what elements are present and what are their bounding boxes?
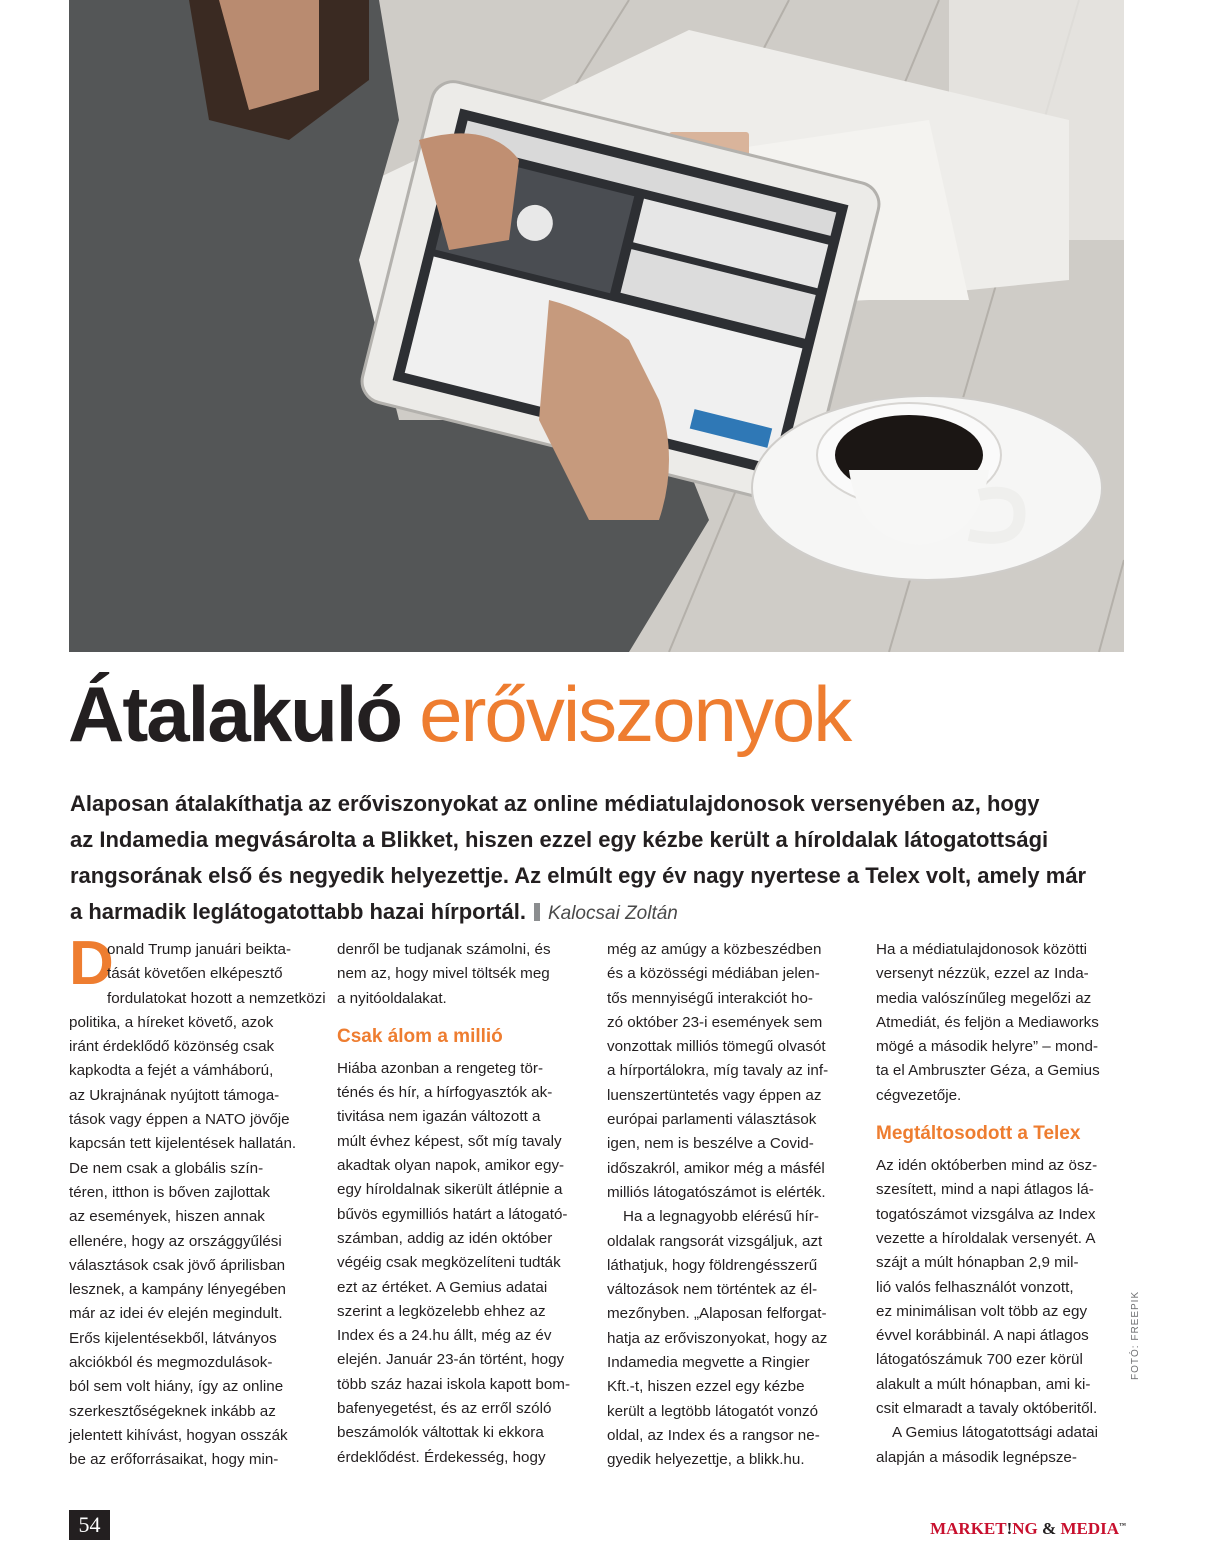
- body-line: beszámolók váltottak ki ekkora: [337, 1424, 544, 1442]
- body-line: kapkodta a fejét a vámháború,: [69, 1062, 274, 1080]
- logo-part: NG: [1012, 1519, 1038, 1538]
- body-line: tős mennyiségű interakciót ho-: [607, 989, 813, 1007]
- body-line: végéig csak megközelíteni tudták: [337, 1254, 561, 1272]
- body-line: lesznek, a kampány lényegében: [69, 1281, 286, 1299]
- body-line: évvel korábbinál. A napi átlagos: [876, 1327, 1089, 1345]
- author-separator: [534, 903, 540, 921]
- body-column-1: [69, 929, 326, 1473]
- body-line: mezőnyben. „Alaposan felforgat-: [607, 1305, 827, 1323]
- body-line: ténés és hír, a hírfogyasztók ak-: [337, 1084, 553, 1102]
- body-line: Kft.-t, hiszen ezzel egy kézbe: [607, 1378, 805, 1396]
- body-line: már az idei év elején megindult.: [69, 1305, 283, 1323]
- lead-line-last: [70, 894, 1130, 932]
- body-line: szerkesztőségeknek inkább az: [69, 1402, 276, 1420]
- body-line: lió valós felhasználót vonzott,: [876, 1278, 1074, 1296]
- body-line: fordulatokat hozott a nemzetközi: [107, 989, 326, 1007]
- body-line: szesített, mind a napi átlagos lá-: [876, 1181, 1094, 1199]
- body-line: gyedik helyezettje, a blikk.hu.: [607, 1451, 805, 1469]
- body-line: tivitása nem igazán változott a: [337, 1108, 541, 1126]
- body-line: oldalak rangsorát vizsgáljuk, azt: [607, 1232, 823, 1250]
- body-line: ta el Ambruszter Géza, a Gemius: [876, 1062, 1100, 1080]
- body-line: politika, a híreket követő, azok: [69, 1013, 274, 1031]
- body-line: Atmediát, és feljön a Mediaworks: [876, 1013, 1099, 1031]
- body-line: csit elmaradt a tavaly októberitől.: [876, 1400, 1098, 1418]
- body-line: ellenére, hogy az országgyűlési: [69, 1232, 282, 1250]
- body-line: jelentett kihívást, hogyan osszák: [69, 1426, 288, 1444]
- body-line: ezt az értéket. A Gemius adatai: [337, 1278, 548, 1296]
- body-line: Index és a 24.hu állt, még az év: [337, 1327, 552, 1345]
- body-line: a nyitóoldalakat.: [337, 989, 447, 1007]
- body-line: mögé a második helyre” – mond-: [876, 1038, 1099, 1056]
- body-line: vonzottak milliós tömegű olvasót: [607, 1038, 826, 1056]
- body-line: media valószínűleg megelőzi az: [876, 989, 1092, 1007]
- body-line: alakult a múlt hónapban, ami ki-: [876, 1375, 1091, 1393]
- body-line: a hírportálokra, míg tavaly az inf-: [607, 1062, 829, 1080]
- body-line: vezette a híroldalak versenyét. A: [876, 1229, 1096, 1247]
- body-line: Indamedia megvette a Ringier: [607, 1354, 810, 1372]
- body-line: szájt a múlt hónapban 2,9 mil-: [876, 1254, 1079, 1272]
- body-line: cégvezetője.: [876, 1086, 962, 1104]
- trademark-icon: ™: [1119, 1521, 1126, 1530]
- lead-line: rangsorának első és negyedik helyezettje. Az elmúlt egy év nagy nyertese a Telex volt, amely már: [70, 863, 1087, 888]
- article-title: [68, 668, 1128, 760]
- body-line: Ha a médiatulajdonosok közötti: [876, 941, 1088, 958]
- body-line: luenszertüntetés vagy éppen az: [607, 1086, 822, 1104]
- body-line: togatószámot vizsgálva az Index: [876, 1205, 1096, 1223]
- body-line: az események, hiszen annak: [69, 1208, 265, 1226]
- body-line: Ha a legnagyobb elérésű hír-: [623, 1208, 819, 1226]
- body-line: zó október 23-i események sem: [607, 1013, 823, 1031]
- lead-line: az Indamedia megvásárolta a Blikket, hiszen ezzel egy kézbe került a híroldalak látogatottsági: [70, 827, 1049, 852]
- photo-credit: FOTÓ: FREEPIK: [1130, 1290, 1141, 1380]
- body-line: Hiába azonban a rengeteg tör-: [337, 1059, 544, 1077]
- body-line: hatja az erőviszonyokat, hogy az: [607, 1329, 828, 1347]
- body-line: bafenyegetést, és az erről szóló: [337, 1400, 552, 1418]
- body-line: számban, addig az idén október: [337, 1229, 553, 1247]
- body-line: európai parlamenti választások: [607, 1111, 817, 1129]
- body-line: A Gemius látogatottsági adatai: [892, 1424, 1099, 1442]
- body-line: időszakról, amikor még a másfél: [607, 1159, 825, 1177]
- body-line: szerint a legközelebb ehhez az: [337, 1302, 546, 1320]
- body-line: onald Trump januári beikta-: [107, 941, 292, 958]
- hero-photo: [69, 0, 1124, 652]
- body-line: De nem csak a globális szín-: [69, 1159, 264, 1177]
- body-line: látogatószámuk 700 ezer körül: [876, 1351, 1083, 1369]
- logo-ampersand: &: [1042, 1519, 1057, 1538]
- body-column-4: [876, 938, 1122, 1470]
- body-line: Erős kijelentésekből, látványos: [69, 1329, 277, 1347]
- body-line: és a közösségi médiában jelen-: [607, 965, 820, 983]
- body-line: tását követően elképesztő: [107, 965, 283, 983]
- body-line: láthatjuk, hogy földrengésszerű: [607, 1256, 818, 1274]
- lead-line-text: a harmadik leglátogatottabb hazai hírportál.: [70, 899, 526, 924]
- body-line: bűvös egymilliós határt a látogató-: [337, 1205, 568, 1223]
- dropcap: D: [69, 929, 114, 998]
- body-line: ez minimálisan volt több az egy: [876, 1302, 1088, 1320]
- body-line: igen, nem is beszélve a Covid-: [607, 1135, 814, 1153]
- body-line: iránt érdeklődő közönség csak: [69, 1038, 275, 1056]
- body-line: ból sem volt hiány, így az online: [69, 1378, 284, 1396]
- subheading-2: Megtáltosodott a Telex: [876, 1123, 1081, 1145]
- logo-part: MARKET: [930, 1519, 1007, 1538]
- body-line: az Ukrajnának nyújtott támoga-: [69, 1086, 280, 1104]
- body-column-3: [607, 938, 853, 1473]
- body-line: alapján a második legnépsze-: [876, 1448, 1077, 1466]
- body-line: választások csak jövő áprilisban: [69, 1256, 286, 1274]
- body-line: tások vagy éppen a NATO jövője: [69, 1111, 290, 1129]
- article-lead: [70, 786, 1130, 932]
- body-line: be az erőforrásaikat, hogy min-: [69, 1451, 279, 1469]
- subheading-1: Csak álom a millió: [337, 1025, 503, 1047]
- body-line: még az amúgy a közbeszédben: [607, 941, 822, 958]
- body-line: akciókból és megmozdulások-: [69, 1354, 273, 1372]
- body-line: akadtak olyan napok, amikor egy-: [337, 1157, 565, 1175]
- body-line: nem az, hogy mivel töltsék meg: [337, 965, 550, 983]
- author-name: Kalocsai Zoltán: [547, 903, 678, 924]
- body-line: Az idén októberben mind az ösz-: [876, 1157, 1098, 1175]
- title-bold: Átalakuló: [68, 670, 402, 758]
- body-line: egy híroldalnak sikerült átlépnie a: [337, 1181, 563, 1199]
- body-line: téren, itthon is bőven zajlottak: [69, 1183, 270, 1201]
- body-line: került a legtöbb látogatót vonzó: [607, 1402, 819, 1420]
- logo-part: MEDIA: [1060, 1519, 1119, 1538]
- title-light: erőviszonyok: [419, 670, 851, 758]
- body-line: változások nem történtek az él-: [607, 1281, 818, 1299]
- body-line: denről be tudjanak számolni, és: [337, 941, 551, 958]
- body-line: kapcsán tett kijelentések hallatán.: [69, 1135, 297, 1153]
- body-line: múlt évhez képest, sőt míg tavaly: [337, 1132, 562, 1150]
- logo-exclamation: !: [1006, 1519, 1013, 1538]
- page-number: 54: [69, 1510, 110, 1540]
- body-line: milliós látogatószámot is elérték.: [607, 1183, 826, 1201]
- body-line: versenyt nézzük, ezzel az Inda-: [876, 965, 1089, 983]
- body-line: több száz hazai iskola kapott bom-: [337, 1375, 570, 1393]
- body-column-2: [337, 938, 583, 1470]
- body-line: érdeklődést. Érdekesség, hogy: [337, 1448, 546, 1466]
- lead-line: Alaposan átalakíthatja az erőviszonyokat az online médiatulajdonosok versenyében az, hogy: [70, 791, 1040, 816]
- body-line: oldal, az Index és a rangsor ne-: [607, 1426, 820, 1444]
- body-line: elején. Január 23-án történt, hogy: [337, 1351, 565, 1369]
- magazine-logo: [930, 1519, 1126, 1539]
